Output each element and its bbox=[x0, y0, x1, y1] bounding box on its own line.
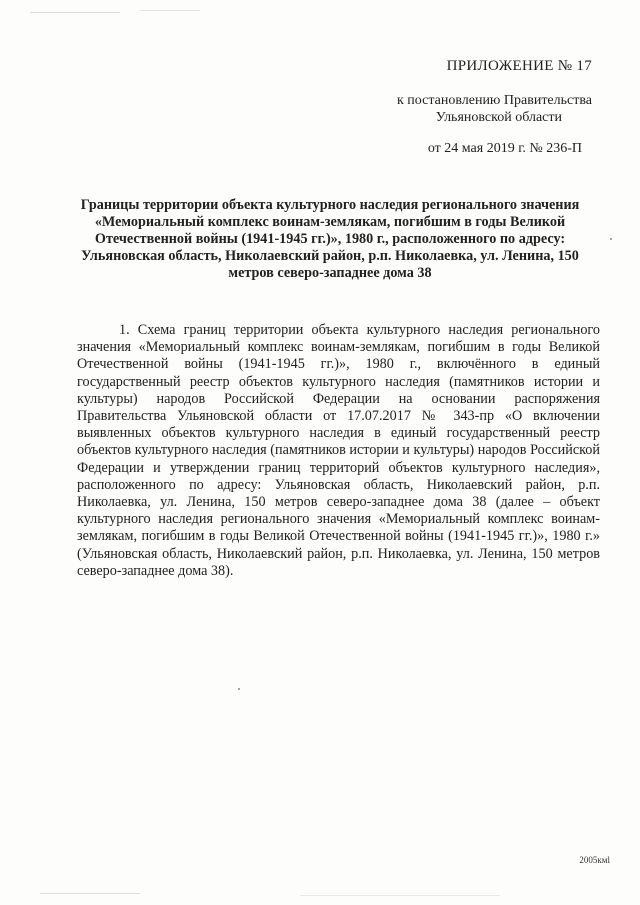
footer-stamp: 2005кмl bbox=[579, 855, 610, 865]
document-title: Границы территории объекта культурного наследия регионального значения «Мемориальный комплекс воинам-землякам, погибшим в годы Великой Отечественной войны (1941-1945 гг.)», 1980 г., расположенного по адресу: Ульяновская область, Николаевский район, р.п. Николаевка, ул. Ленина, 150 метров северо-западнее дома 38 bbox=[80, 197, 580, 281]
resolution-date-number: от 24 мая 2019 г. № 236-П bbox=[427, 141, 582, 156]
scan-artifact-top-2 bbox=[140, 10, 200, 11]
resolution-reference: к постановлению Правительства bbox=[396, 93, 592, 108]
region-name: Ульяновской области bbox=[435, 110, 562, 125]
scan-artifact-top bbox=[30, 12, 120, 13]
approval-header bbox=[292, 58, 592, 157]
scan-speck bbox=[238, 688, 240, 690]
scan-speck bbox=[610, 238, 612, 240]
scan-artifact-bottom bbox=[40, 893, 140, 894]
scan-artifact-bottom-2 bbox=[300, 895, 500, 896]
appendix-number: ПРИЛОЖЕНИЕ № 17 bbox=[446, 58, 592, 74]
paragraph-1: 1. Схема границ территории объекта культурного наследия регионального значения «Мемориальный комплекс воинам-землякам, погибшим в годы Великой Отечественной войны (1941-1945 гг.)», 1980 г., включённого в единый государственный реестр объектов культурного наследия (памятников истории и культуры) народов Российской Федерации на основании распоряжения Правительства Ульяновской области от 17.07.2017 № 343-пр «О включении выявленных объектов культурного наследия в единый государственный реестр объектов культурного наследия (памятников истории и культуры) народов Российской Федерации и утверждении границ территорий объектов культурного наследия», расположенного по адресу: Ульяновская область, Николаевский район, р.п. Николаевка, ул. Ленина, 150 метров северо-западнее дома 38 (далее – объект культурного наследия регионального значения «Мемориальный комплекс воинам-землякам, погибшим в годы Великой Отечественной войны (1941-1945 гг.)», 1980 г.» (Ульяновская область, Николаевский район, р.п. Николаевка, ул. Ленина, 150 метров северо-западнее дома 38). bbox=[77, 322, 600, 579]
